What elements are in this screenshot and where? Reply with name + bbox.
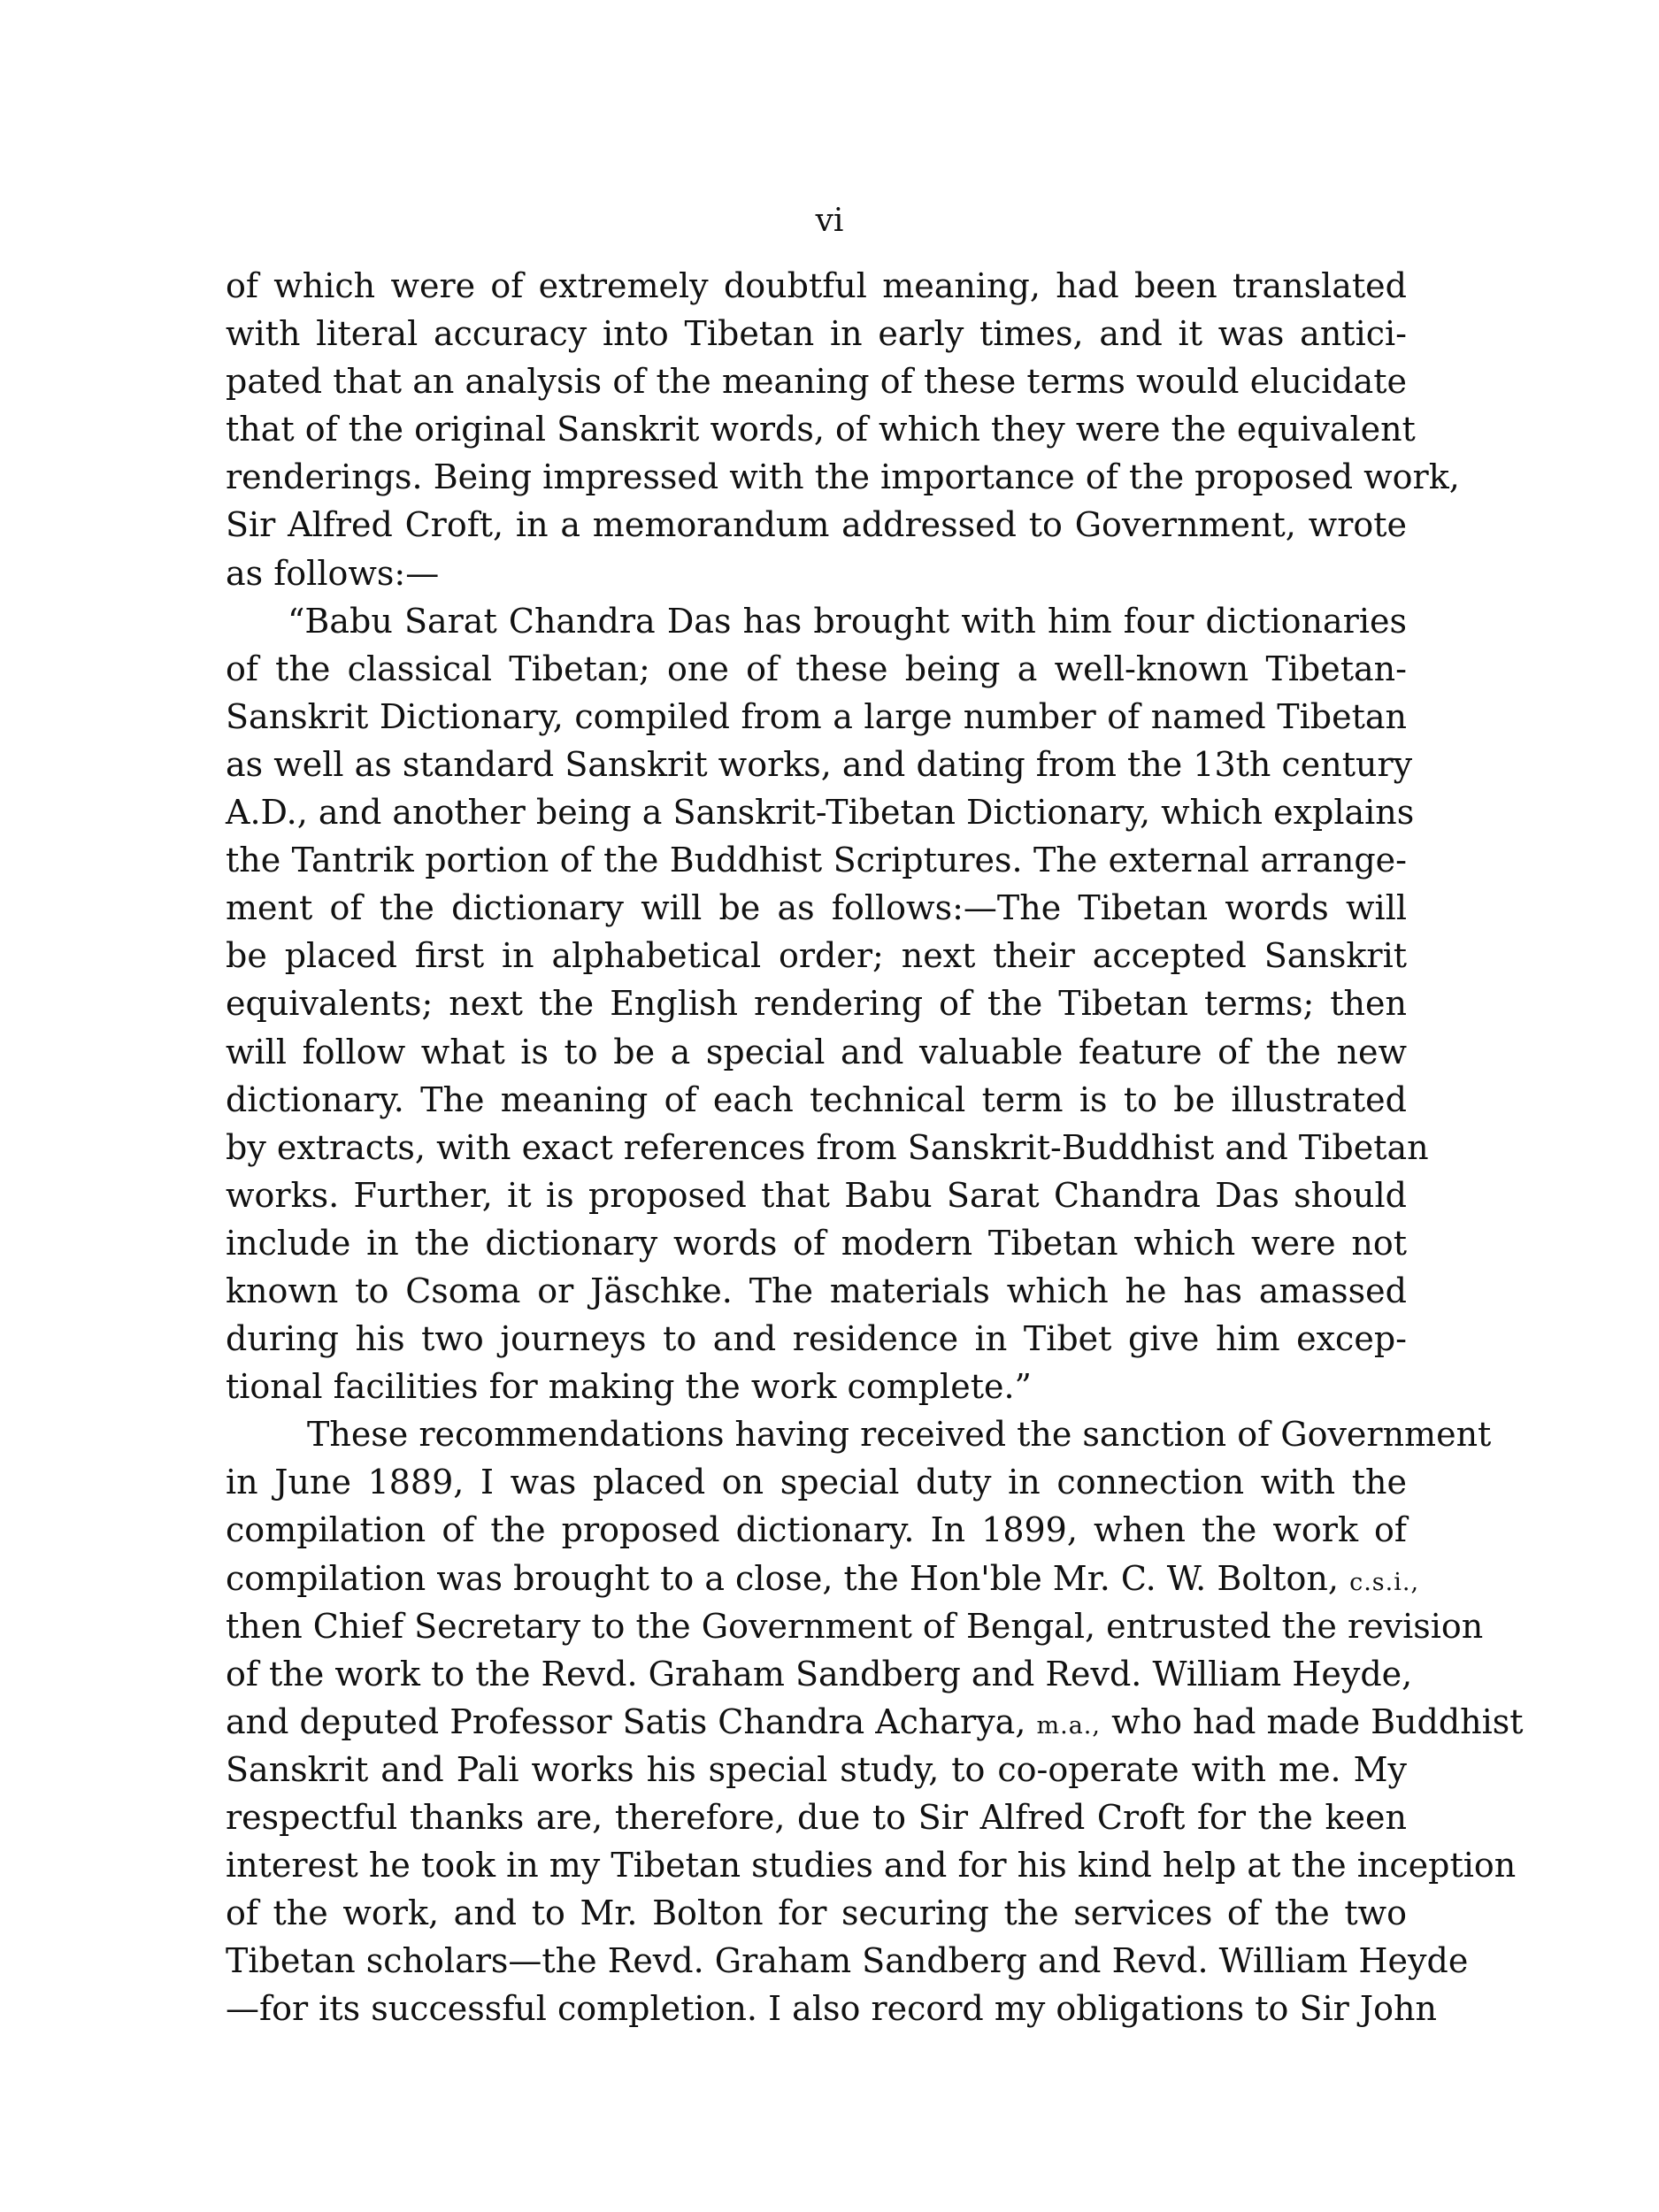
text-line: of which were of extremely doubtful meaning, had been translated [226,266,1407,305]
text-line: with literal accuracy into Tibetan in early times, and it was antici- [226,314,1407,354]
text-fragment: and deputed Professor Satis Chandra Acharya, [226,1701,1026,1741]
honorific-abbreviation: c.s.i., [1349,1568,1420,1596]
text-line: that of the original Sanskrit words, of which they were the equivalent [226,410,1416,449]
text-line: These recommendations having received the sanction of Government [307,1415,1492,1455]
text-fragment: who had made Buddhist [1111,1701,1524,1741]
quote-line: of the classical Tibetan; one of these being a well-known Tibetan- [226,649,1407,688]
quote-line: ment of the dictionary will be as follows:—The Tibetan words will [226,888,1407,928]
quote-line: A.D., and another being a Sanskrit-Tibetan Dictionary, which explains [226,793,1415,833]
degree-abbreviation: m.a., [1036,1711,1101,1740]
quote-line: be placed first in alphabetical order; next their accepted Sanskrit [226,936,1407,976]
quote-line: works. Further, it is proposed that Babu Sarat Chandra Das should [226,1175,1407,1215]
text-line [226,1555,1420,1602]
quote-line: equivalents; next the English rendering of the Tibetan terms; then [226,984,1407,1024]
page-number: vi [815,203,844,239]
body-text [226,262,1524,2032]
text-line: —for its successful completion. I also record my obligations to Sir John [226,1989,1437,2029]
quote-line: Sanskrit Dictionary, compiled from a large number of named Tibetan [226,696,1407,736]
text-line: in June 1889, I was placed on special duty in connection with the [226,1463,1407,1502]
text-line: Tibetan scholars—the Revd. Graham Sandberg and Revd. William Heyde [226,1941,1469,1981]
text-line: renderings. Being impressed with the importance of the proposed work, [226,457,1460,497]
text-fragment: compilation was brought to a close, the Hon'ble Mr. C. W. Bolton, [226,1558,1339,1598]
text-line [226,1698,1524,1746]
quote-line: as well as standard Sanskrit works, and dating from the 13th century [226,744,1413,784]
text-line: pated that an analysis of the meaning of these terms would elucidate [226,362,1407,402]
quote-line: by extracts, with exact references from Sanskrit-Buddhist and Tibetan [226,1127,1429,1167]
text-line: then Chief Secretary to the Government of Bengal, entrusted the revision [226,1606,1484,1646]
quote-line: known to Csoma or Jäschke. The materials which he has amassed [226,1271,1407,1310]
text-line: Sir Alfred Croft, in a memorandum addressed to Government, wrote [226,505,1407,545]
text-line: respectful thanks are, therefore, due to Sir Alfred Croft for the keen [226,1798,1407,1837]
quote-line: include in the dictionary words of modern Tibetan which were not [226,1223,1407,1263]
quote-line: dictionary. The meaning of each technical term is to be illustrated [226,1079,1407,1119]
quote-line: “Babu Sarat Chandra Das has brought with him four dictionaries [288,601,1407,641]
text-line: as follows:— [226,553,440,593]
text-line: of the work to the Revd. Graham Sandberg and Revd. William Heyde, [226,1654,1413,1694]
text-line: compilation of the proposed dictionary. In 1899, when the work of [226,1510,1407,1550]
text-line: interest he took in my Tibetan studies and for his kind help at the inception [226,1846,1517,1886]
text-line: Sanskrit and Pali works his special study, to co-operate with me. My [226,1749,1407,1789]
text-line: of the work, and to Mr. Bolton for securing the services of the two [226,1893,1407,1933]
quote-line: tional facilities for making the work complete.” [226,1367,1032,1407]
quote-line: during his two journeys to and residence in Tibet give him excep- [226,1319,1407,1359]
quote-line: will follow what is to be a special and valuable feature of the new [226,1032,1407,1071]
quote-line: the Tantrik portion of the Buddhist Scriptures. The external arrange- [226,841,1407,880]
